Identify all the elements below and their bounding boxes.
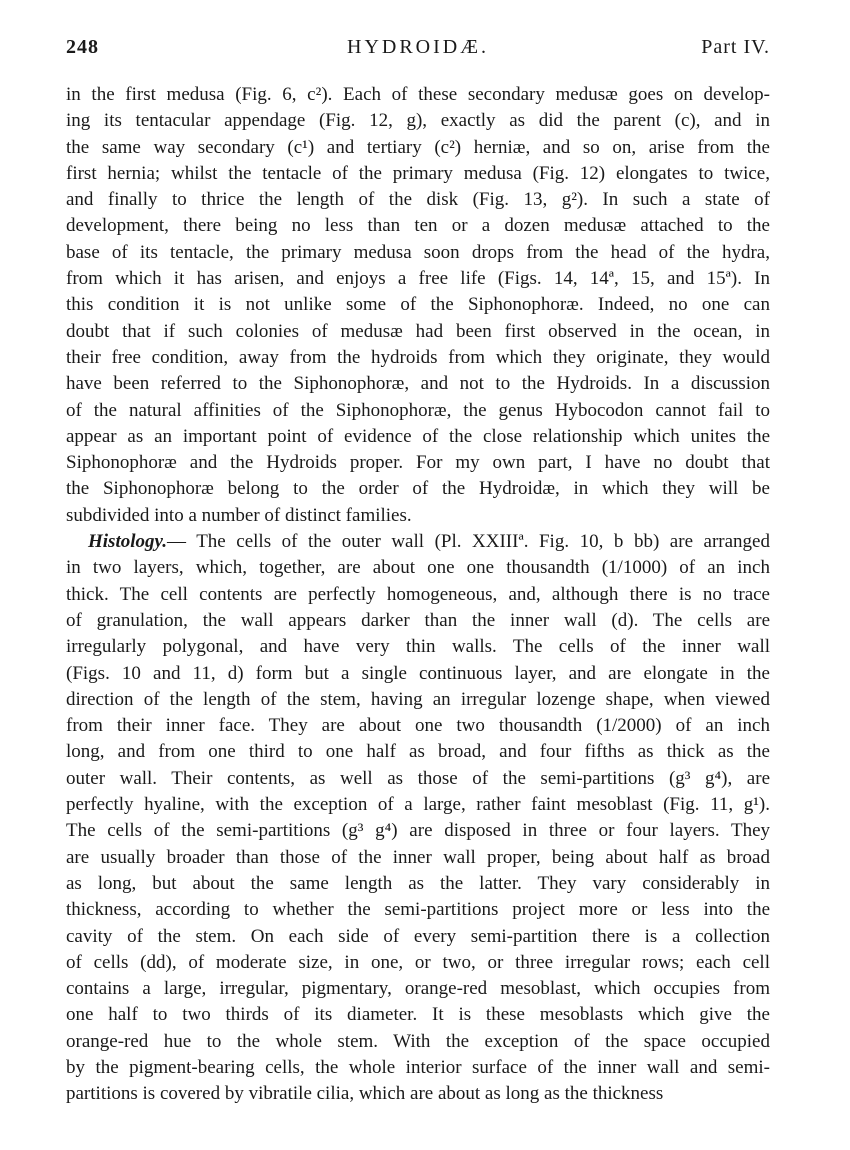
line-text: and finally to thrice the length of the disk (Fig. 13, g²). In such a state of	[66, 189, 770, 211]
text-line	[66, 818, 770, 844]
line-text: one half to two thirds of its diameter. It is these mesoblasts which give the	[66, 1004, 770, 1026]
line-text: by the pigment-bearing cells, the whole interior surface of the inner wall and semi-	[66, 1056, 770, 1078]
line-text: in the first medusa (Fig. 6, c²). Each of these secondary medusæ goes on develop-	[66, 84, 770, 105]
text-line	[66, 503, 770, 529]
line-text: irregularly polygonal, and have very thin walls. The cells of the inner wall	[66, 636, 770, 658]
line-text: (Figs. 10 and 11, d) form but a single continuous layer, and are elongate in the	[66, 662, 770, 684]
text-line	[66, 555, 770, 581]
text-line	[66, 240, 770, 266]
text-line	[66, 1055, 770, 1081]
line-text: as long, but about the same length as the latter. They vary considerably in	[66, 872, 770, 894]
text-line	[66, 792, 770, 818]
text-line	[66, 371, 770, 397]
line-text: from their inner face. They are about one two thousandth (1/2000) of an inch	[66, 715, 770, 737]
text-line	[66, 319, 770, 345]
text-line	[66, 398, 770, 424]
paragraph-1	[66, 82, 770, 529]
text-line	[66, 582, 770, 608]
line-text: of granulation, the wall appears darker than the inner wall (d). The cells are	[66, 609, 770, 631]
line-text: cavity of the stem. On each side of every semi-partition there is a collection	[66, 925, 770, 947]
text-line	[66, 739, 770, 765]
text-line	[66, 476, 770, 502]
text-line	[66, 634, 770, 660]
line-text: base of its tentacle, the primary medusa soon drops from the head of the hydra,	[66, 241, 770, 263]
line-text: The cells of the semi-partitions (g³ g⁴) are disposed in three or four layers. They	[66, 820, 770, 842]
running-header	[66, 36, 770, 72]
text-line	[66, 187, 770, 213]
text-line	[66, 82, 770, 108]
line-text: doubt that if such colonies of medusæ had been first observed in the ocean, in	[66, 320, 770, 342]
text-line	[66, 135, 770, 161]
line-text: Siphonophoræ and the Hydroids proper. For my own part, I have no doubt that	[66, 452, 770, 474]
text-line	[66, 608, 770, 634]
part-label: Part IV.	[701, 36, 770, 58]
section-lead: Histology.	[88, 531, 167, 553]
line-text: partitions is covered by vibratile cilia, which are about as long as the thickness	[66, 1083, 664, 1105]
text-line	[66, 950, 770, 976]
line-text: have been referred to the Siphonophoræ, and not to the Hydroids. In a discussion	[66, 373, 770, 395]
line-text: subdivided into a number of distinct families.	[66, 504, 412, 526]
text-line	[66, 1029, 770, 1055]
line-text: of cells (dd), of moderate size, in one, or two, or three irregular rows; each cell	[66, 951, 770, 973]
line-text: appear as an important point of evidence of the close relationship which unites the	[66, 425, 770, 447]
text-line	[66, 687, 770, 713]
line-text: their free condition, away from the hydroids from which they originate, they would	[66, 346, 770, 368]
page-number: 248	[66, 36, 99, 58]
text-line	[66, 108, 770, 134]
text-line	[66, 345, 770, 371]
line-text: — The cells of the outer wall (Pl. XXIIIª. Fig. 10, b bb) are arranged	[167, 531, 770, 553]
text-line	[66, 713, 770, 739]
paragraph-2	[66, 529, 770, 1108]
text-line	[66, 266, 770, 292]
text-line	[66, 897, 770, 923]
line-text: thickness, according to whether the semi-partitions project more or less into the	[66, 899, 770, 921]
line-text: thick. The cell contents are perfectly homogeneous, and, although there is no trace	[66, 583, 770, 605]
text-line	[66, 661, 770, 687]
text-line	[66, 529, 770, 555]
line-text: of the natural affinities of the Siphonophoræ, the genus Hybocodon cannot fail to	[66, 399, 770, 421]
text-line	[66, 1081, 770, 1107]
line-text: perfectly hyaline, with the exception of a large, rather faint mesoblast (Fig. 11, g¹).	[66, 794, 770, 816]
text-line	[66, 424, 770, 450]
line-text: are usually broader than those of the inner wall proper, being about half as broad	[66, 846, 770, 868]
line-text: the Siphonophoræ belong to the order of the Hydroidæ, in which they will be	[66, 478, 770, 500]
line-text: contains a large, irregular, pigmentary, orange-red mesoblast, which occupies from	[66, 978, 770, 1000]
text-line	[66, 213, 770, 239]
text-line	[66, 161, 770, 187]
text-line	[66, 871, 770, 897]
text-line	[66, 976, 770, 1002]
text-line	[66, 1002, 770, 1028]
text-line	[66, 766, 770, 792]
line-text: outer wall. Their contents, as well as those of the semi-partitions (g³ g⁴), are	[66, 767, 770, 789]
line-text: in two layers, which, together, are about one one thousandth (1/1000) of an inch	[66, 557, 770, 579]
line-text: first hernia; whilst the tentacle of the primary medusa (Fig. 12) elongates to twice,	[66, 162, 770, 184]
line-text: from which it has arisen, and enjoys a free life (Figs. 14, 14ª, 15, and 15ª). In	[66, 268, 770, 290]
line-text: long, and from one third to one half as broad, and four fifths as thick as the	[66, 741, 770, 763]
line-text: this condition it is not unlike some of the Siphonophoræ. Indeed, no one can	[66, 294, 770, 316]
line-text: direction of the length of the stem, having an irregular lozenge shape, when viewed	[66, 688, 770, 710]
text-line	[66, 924, 770, 950]
body-text	[66, 82, 770, 1108]
text-line	[66, 845, 770, 871]
text-line	[66, 450, 770, 476]
line-text: the same way secondary (c¹) and tertiary (c²) herniæ, and so on, arise from the	[66, 136, 770, 158]
running-title: HYDROIDÆ.	[347, 36, 489, 58]
line-text: development, there being no less than ten or a dozen medusæ attached to the	[66, 215, 770, 237]
text-line	[66, 292, 770, 318]
line-text: ing its tentacular appendage (Fig. 12, g), exactly as did the parent (c), and in	[66, 110, 770, 132]
line-text: orange-red hue to the whole stem. With the exception of the space occupied	[66, 1030, 770, 1052]
